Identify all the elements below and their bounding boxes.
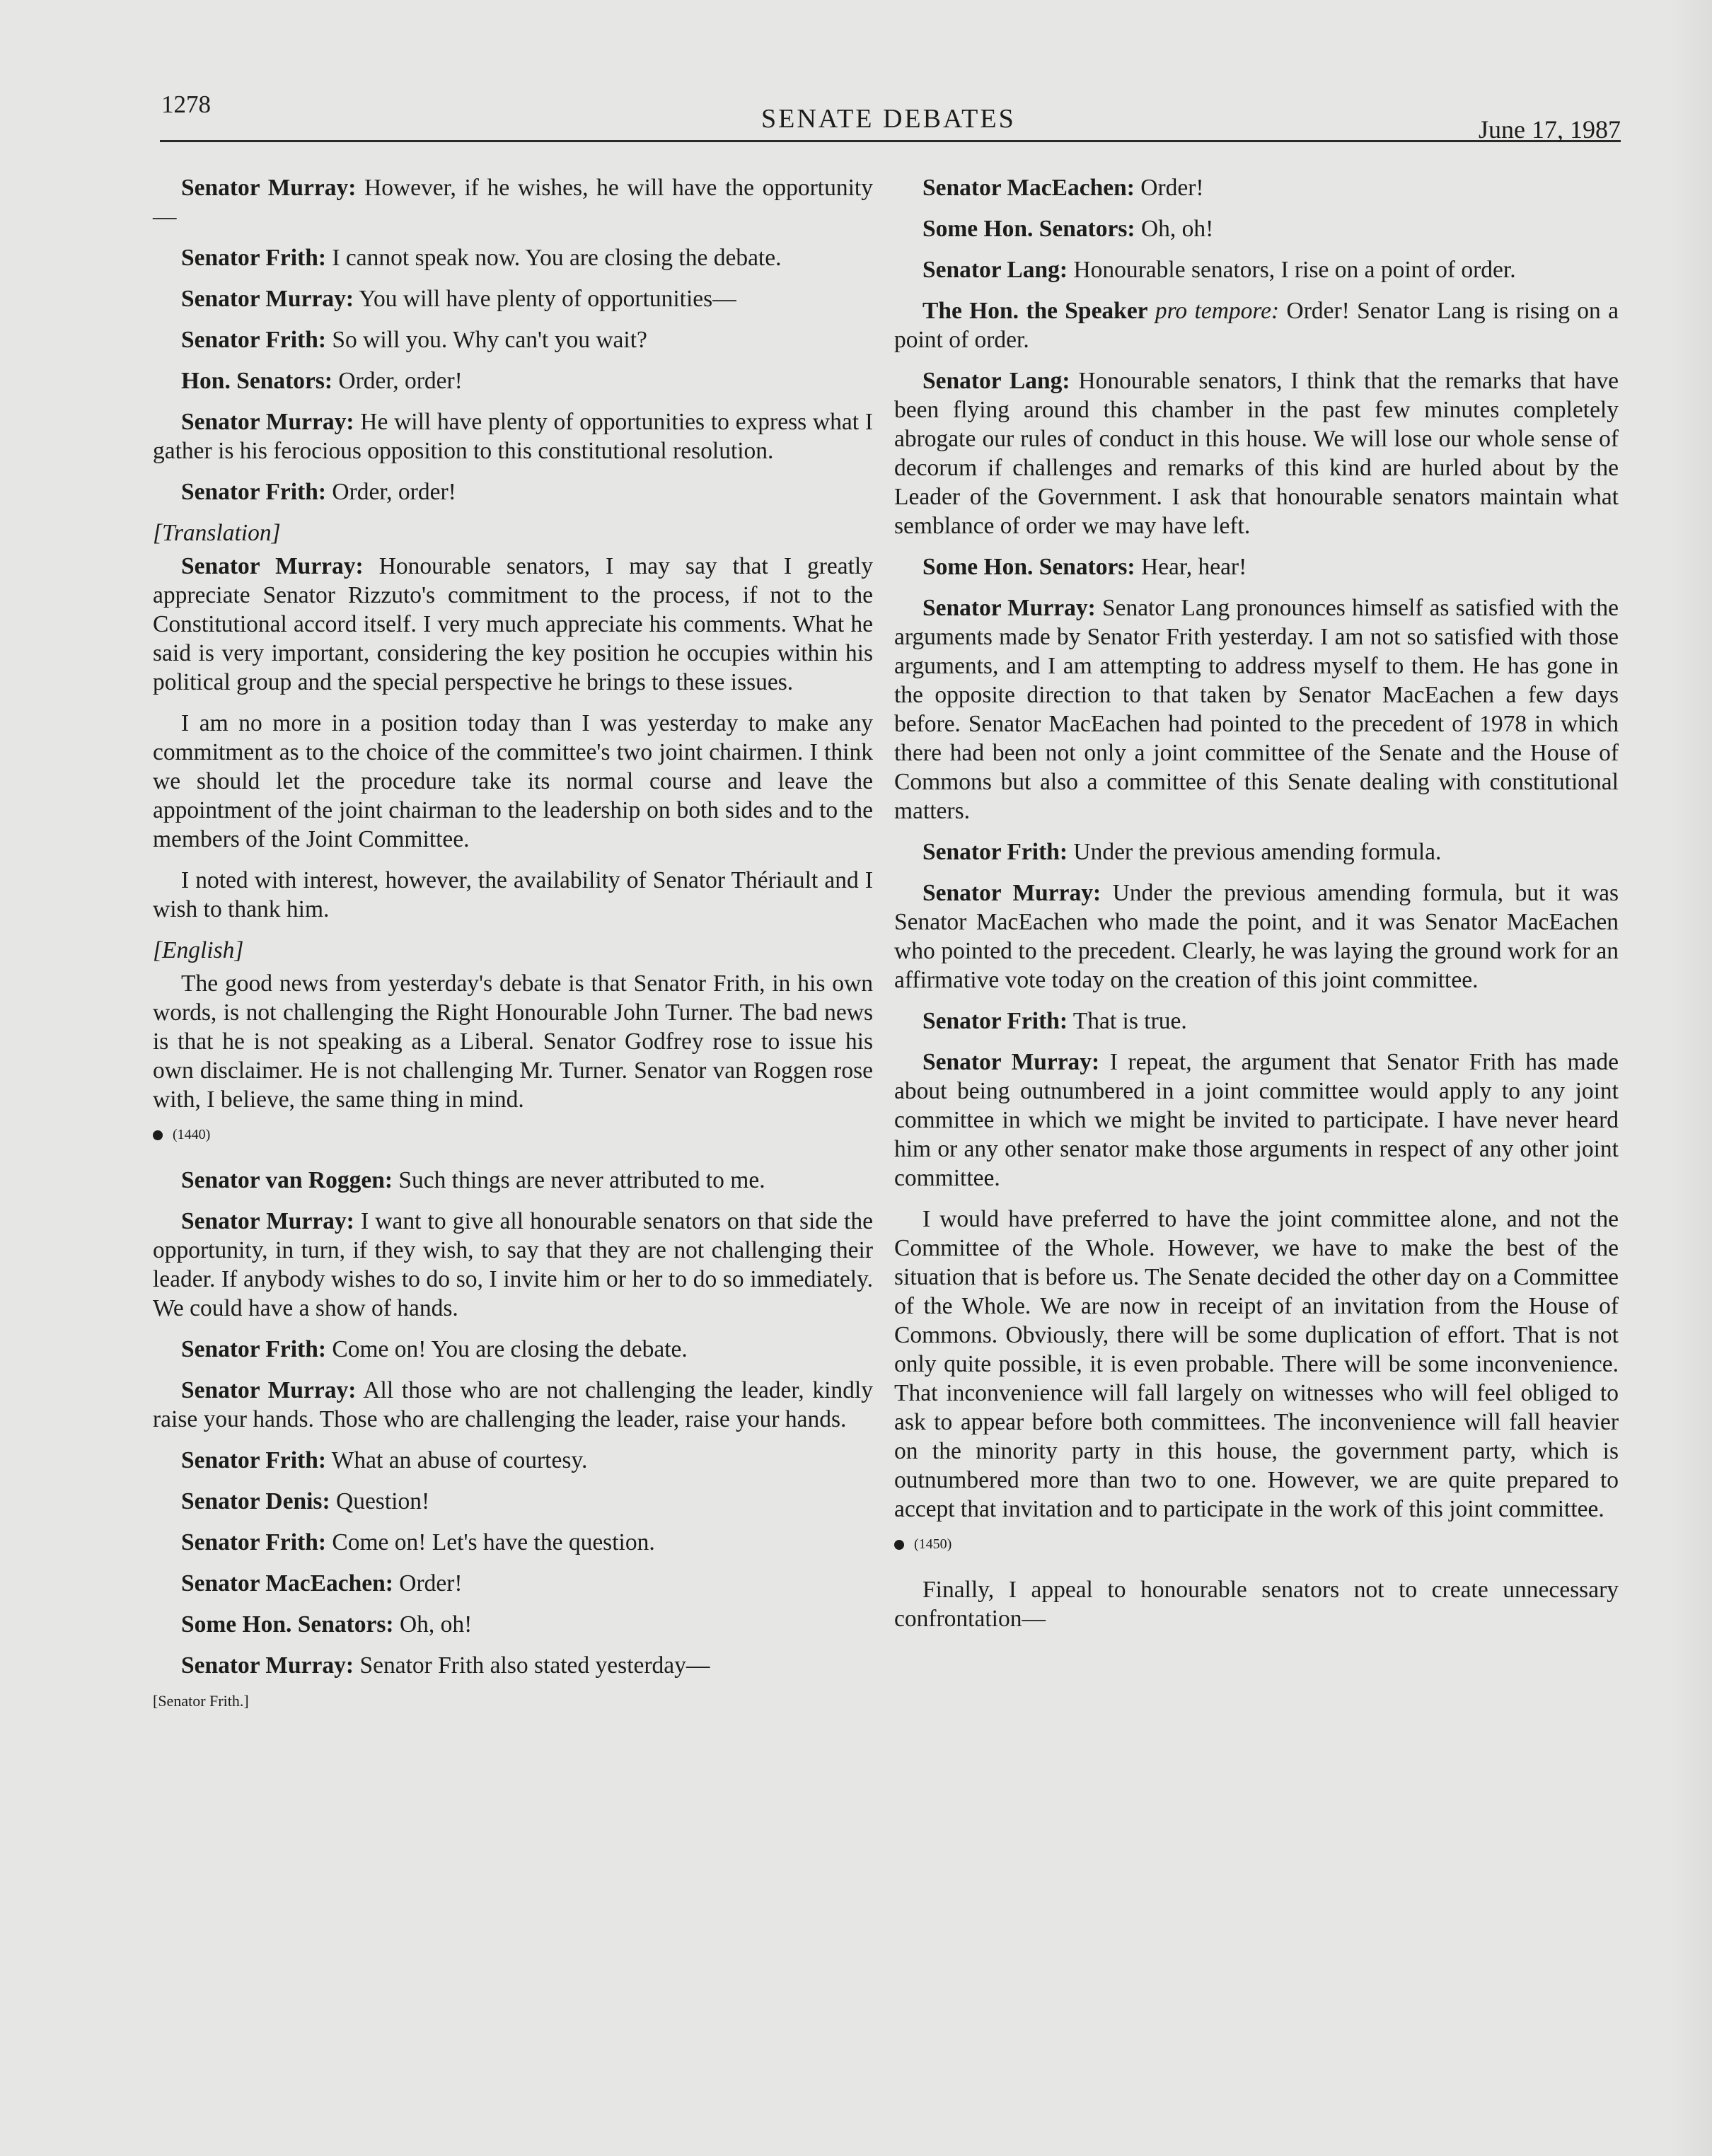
speaker-name: Senator MacEachen: (181, 1570, 393, 1596)
speaker-name: Senator Murray: (181, 1208, 354, 1234)
speaker-name: Senator Murray: (181, 553, 364, 579)
speech-text: Honourable senators, I think that the remarks that have been flying around this chamber in the past few minutes completely abrogate our rules of conduct in this house. We will lose our whole sense of decorum if challenges and remarks of this kind are hurled about by the Leader of the Government. I ask that honourable senators maintain what semblance of order we may have left. (894, 368, 1619, 539)
speech-paragraph (153, 1569, 873, 1598)
page-header (160, 83, 1621, 142)
speech-paragraph (894, 296, 1619, 354)
time-marker-text: (1450) (914, 1536, 952, 1552)
speech-paragraph (894, 879, 1619, 995)
speech-text: I cannot speak now. You are closing the debate. (326, 245, 782, 271)
speech-text: Order! Senator Lang is rising on a point of order. (894, 298, 1619, 353)
speech-paragraph (894, 1007, 1619, 1036)
speech-paragraph (894, 173, 1619, 202)
right-column (873, 173, 1619, 1645)
body-paragraph (153, 866, 873, 924)
speech-paragraph (153, 1166, 873, 1195)
speech-text: Oh, oh! (1135, 216, 1214, 242)
speech-text: He will have plenty of opportunities to express what I gather is his ferocious opposition to this constitutional resolution. (153, 409, 873, 464)
speech-paragraph (894, 552, 1619, 581)
publication-date: June 17, 1987 (1479, 115, 1621, 144)
speech-text: Honourable senators, I rise on a point of order. (1068, 257, 1516, 283)
speech-paragraph (153, 173, 873, 231)
speaker-title-italic: pro tempore: (1147, 298, 1280, 324)
speech-text: I repeat, the argument that Senator Frith has made about being outnumbered in a joint committee would apply to any joint committee in which we might be invited to participate. I have never heard him or any other senator make those arguments in respect of any other joint committee. (894, 1049, 1619, 1191)
speaker-name: Senator Frith: (181, 1336, 327, 1362)
speech-paragraph (153, 1207, 873, 1323)
speaker-name: Senator MacEachen: (922, 175, 1135, 201)
speech-paragraph (153, 1610, 873, 1639)
speaker-name: Senator Frith: (181, 479, 327, 505)
speech-text: Order! (393, 1570, 463, 1596)
speaker-name: Senator Murray: (181, 286, 354, 312)
speech-paragraph (894, 838, 1619, 867)
speech-text: You will have plenty of opportunities— (354, 286, 736, 312)
paragraph-text: The good news from yesterday's debate is that Senator Frith, in his own words, is not challenging the Right Honourable John Turner. The bad news is that he is not speaking as a Liberal. Senator Godfrey rose to issue his own disclaimer. He is not challenging Mr. Turner. Senator van Roggen rose with, I believe, the same thing in mind. (153, 970, 873, 1113)
speaker-name: Senator van Roggen: (181, 1167, 393, 1193)
speaker-name: Senator Frith: (181, 327, 327, 353)
speaker-name: Senator Denis: (181, 1488, 330, 1514)
speech-text: However, if he wishes, he will have the opportunity— (153, 175, 873, 230)
paragraph-text: I am no more in a position today than I was yesterday to make any commitment as to the choice of the committee's two joint chairmen. I think we should let the procedure take its normal course and leave the appointment of the joint chairman to the leadership on both sides and to the members of the Joint Committee. (153, 710, 873, 852)
speech-paragraph (153, 1651, 873, 1680)
speech-paragraph (153, 1487, 873, 1516)
speech-text: Under the previous amending formula. (1068, 839, 1442, 865)
speaker-name: Senator Frith: (181, 1447, 327, 1473)
speech-text: Under the previous amending formula, but it was Senator MacEachen who made the point, and it was Senator MacEachen who pointed to the precedent. Clearly, he was laying the ground work for an affirmative vote today on the creation of this joint committee. (894, 880, 1619, 993)
language-tag: [English] (153, 937, 244, 963)
speech-paragraph (894, 255, 1619, 284)
speaker-name: Senator Lang: (922, 368, 1070, 394)
speaker-name: Some Hon. Senators: (922, 216, 1135, 242)
paragraph-text: I would have preferred to have the joint committee alone, and not the Committee of the Whole. However, we have to make the best of the situation that is before us. The Senate decided the other day on a Committee of the Whole. We are now in receipt of an invitation from the House of Commons. Obviously, there will be some duplication of effort. That is not only quite possible, it is even probable. There will be some inconvenience. That inconvenience will fall largely on witnesses who will feel obliged to ask to appear before both committees. The inconvenience will fall heavier on the minority party in this house, the government party, which is outnumbered more than two to one. However, we are quite prepared to accept that invitation and to participate in the work of this joint committee. (894, 1206, 1619, 1522)
page-footer-note: [Senator Frith.] (153, 1692, 249, 1710)
speaker-name: Senator Murray: (922, 1049, 1100, 1075)
speech-paragraph (894, 593, 1619, 825)
speech-text: Such things are never attributed to me. (393, 1167, 765, 1193)
speaker-name: Senator Lang: (922, 257, 1068, 283)
speech-paragraph (153, 1446, 873, 1475)
speech-text: I want to give all honourable senators on that side the opportunity, in turn, if they wish, to say that they are not challenging their leader. If anybody wishes to do so, I invite him or her to do so immediately. We could have a show of hands. (153, 1208, 873, 1321)
speech-text: Question! (330, 1488, 430, 1514)
time-marker (894, 1536, 1619, 1553)
speech-paragraph (153, 325, 873, 354)
speech-text: What an abuse of courtesy. (326, 1447, 588, 1473)
speech-text: Order, order! (326, 479, 456, 505)
bullet-icon (894, 1540, 904, 1550)
speaker-name: The Hon. the Speaker (922, 298, 1148, 324)
speaker-name: Some Hon. Senators: (922, 554, 1135, 580)
speaker-name: Senator Frith: (922, 1008, 1068, 1034)
publication-title: SENATE DEBATES (761, 104, 1016, 134)
language-tag: [Translation] (153, 520, 281, 546)
bullet-icon (153, 1130, 163, 1140)
speech-paragraph (894, 366, 1619, 540)
speaker-name: Senator Murray: (181, 175, 357, 201)
speech-text: All those who are not challenging the leader, kindly raise your hands. Those who are challenging the leader, raise your hands. (153, 1377, 873, 1432)
speaker-name: Senator Murray: (922, 595, 1096, 621)
speech-paragraph (153, 552, 873, 697)
speech-text: Come on! Let's have the question. (326, 1529, 655, 1555)
speaker-name: Senator Murray: (181, 1377, 357, 1403)
paragraph-text: I noted with interest, however, the availability of Senator Thériault and I wish to thank him. (153, 867, 873, 922)
speech-paragraph (153, 243, 873, 272)
body-paragraph (153, 709, 873, 854)
left-column (153, 173, 873, 1710)
body-paragraph (153, 969, 873, 1114)
speech-paragraph (153, 366, 873, 395)
speech-paragraph (153, 1376, 873, 1434)
speaker-name: Senator Frith: (181, 245, 327, 271)
time-marker-text: (1440) (173, 1127, 211, 1142)
page-number: 1278 (161, 91, 211, 118)
speech-paragraph (153, 477, 873, 506)
time-marker (153, 1126, 873, 1143)
speech-paragraph (153, 284, 873, 313)
speech-paragraph (153, 1528, 873, 1557)
body-paragraph (894, 1205, 1619, 1524)
speaker-name: Senator Murray: (181, 1652, 354, 1679)
page-edge-shadow (1670, 0, 1712, 2156)
speaker-name: Some Hon. Senators: (181, 1611, 394, 1638)
speech-text: So will you. Why can't you wait? (326, 327, 647, 353)
speech-text: Senator Frith also stated yesterday— (354, 1652, 710, 1679)
speech-text: Hear, hear! (1135, 554, 1247, 580)
speech-text: Honourable senators, I may say that I greatly appreciate Senator Rizzuto's commitment to the process, if not to the Constitutional accord itself. I very much appreciate his comments. What he said is very important, considering the key position he occupies within his political group and the special perspective he brings to these issues. (153, 553, 873, 695)
speech-text: Come on! You are closing the debate. (326, 1336, 688, 1362)
body-paragraph (894, 1575, 1619, 1633)
speech-paragraph (153, 407, 873, 465)
speech-text: Senator Lang pronounces himself as satisfied with the arguments made by Senator Frith yesterday. I am not so satisfied with those arguments, and I am attempting to address myself to them. He has gone in the opposite direction to that taken by Senator MacEachen a few days before. Senator MacEachen had pointed to the precedent of 1978 in which there had been not only a joint committee of the Senate and the House of Commons but also a committee of this Senate dealing with constitutional matters. (894, 595, 1619, 824)
speech-text: Oh, oh! (393, 1611, 473, 1638)
speech-paragraph (894, 214, 1619, 243)
speaker-name: Senator Frith: (181, 1529, 327, 1555)
speaker-name: Senator Murray: (922, 880, 1101, 906)
speech-text: Order, order! (332, 368, 463, 394)
speech-text: That is true. (1068, 1008, 1187, 1034)
speech-paragraph (153, 1335, 873, 1364)
speaker-name: Senator Murray: (181, 409, 354, 435)
speaker-name: Senator Frith: (922, 839, 1068, 865)
speech-text: Order! (1134, 175, 1204, 201)
speaker-name: Hon. Senators: (181, 368, 333, 394)
speech-paragraph (894, 1048, 1619, 1193)
paragraph-text: Finally, I appeal to honourable senators not to create unnecessary confrontation— (894, 1577, 1619, 1632)
